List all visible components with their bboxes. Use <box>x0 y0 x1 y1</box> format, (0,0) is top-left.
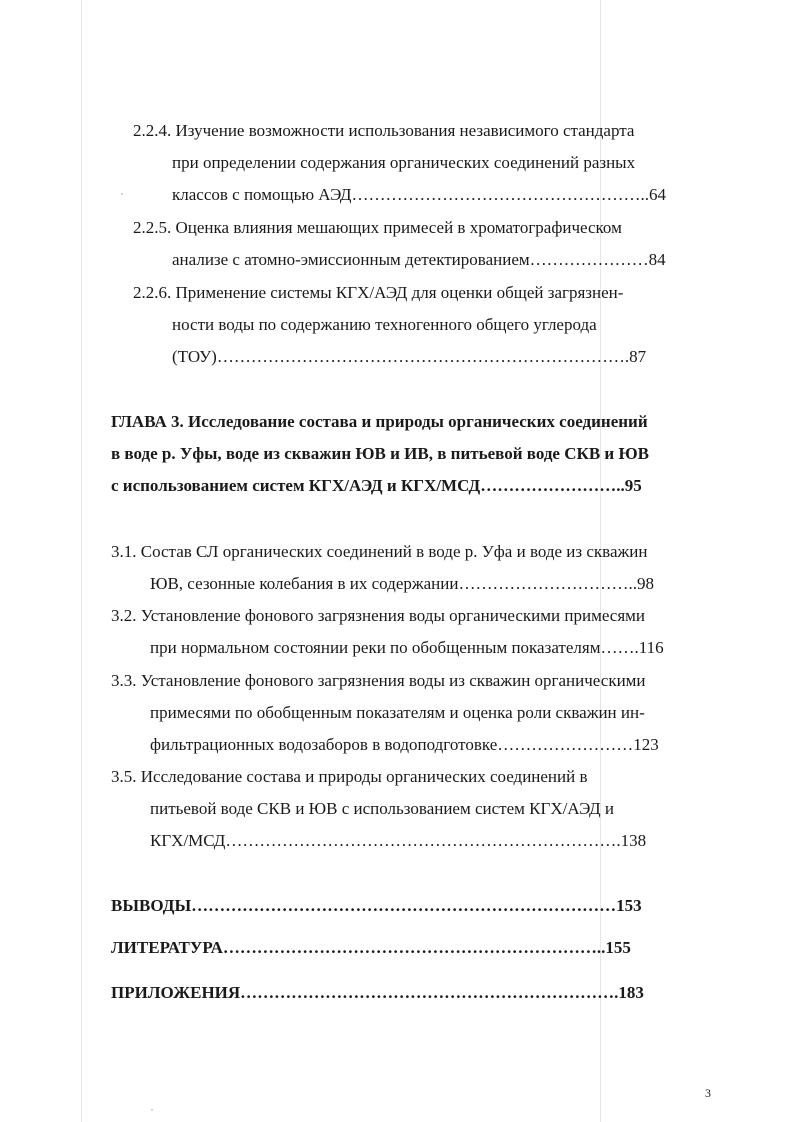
toc-appendices[interactable]: ПРИЛОЖЕНИЯ………………………………………………………….183 <box>111 983 644 1002</box>
toc-literature[interactable]: ЛИТЕРАТУРА…………………………………………………………..155 <box>111 938 631 957</box>
toc-line: фильтрационных водозаборов в водоподготовке……………………123 <box>150 735 659 754</box>
scan-speck <box>121 193 123 195</box>
toc-line: 3.5. Исследование состава и природы органических соединений в <box>111 767 588 786</box>
scan-edge-left <box>81 0 82 1122</box>
toc-line: примесями по обобщенным показателям и оценка роли скважин ин- <box>150 703 645 722</box>
toc-line: 3.3. Установление фонового загрязнения воды из скважин органическими <box>111 671 646 690</box>
toc-line: при определении содержания органических соединений разных <box>172 153 636 172</box>
toc-line: 3.1. Состав СЛ органических соединений в воде р. Уфа и воде из скважин <box>111 542 648 561</box>
toc-line: 3.2. Установление фонового загрязнения воды органическими примесями <box>111 606 646 625</box>
toc-line: анализе с атомно-эмиссионным детектированием…………………84 <box>172 250 666 269</box>
page-number: 3 <box>705 1086 711 1100</box>
toc-line: ЮВ, сезонные колебания в их содержании…………………………..98 <box>150 574 654 593</box>
toc-line: при нормальном состоянии реки по обобщенным показателям…….116 <box>150 638 664 657</box>
toc-line: ности воды по содержанию техногенного общего углерода <box>172 315 597 334</box>
scan-speck <box>151 1109 153 1111</box>
toc-line: КГХ/МСД…………………………………………………………….138 <box>150 831 647 850</box>
toc-line: 2.2.4. Изучение возможности использования независимого стандарта <box>133 121 635 140</box>
toc-conclusions[interactable]: ВЫВОДЫ…………………………………………………………………153 <box>111 896 642 915</box>
toc-line: 2.2.6. Применение системы КГХ/АЭД для оценки общей загрязнен- <box>133 283 624 302</box>
toc-line: питьевой воде СКВ и ЮВ с использованием систем КГХ/АЭД и <box>150 799 614 818</box>
toc-chapter-line <box>111 476 642 496</box>
toc-line: 2.2.5. Оценка влияния мешающих примесей в хроматографическом <box>133 218 622 237</box>
toc-line: (ТОУ)……………………………………………………………….87 <box>172 347 647 366</box>
toc-chapter-title: с использованием систем КГХ/АЭД и КГХ/МСД……………………..95 <box>111 476 642 495</box>
toc-line: классов с помощью АЭД……………………………………………..64 <box>172 185 667 204</box>
toc-chapter-line: ГЛАВА 3. Исследование состава и природы органических соединений <box>111 412 648 431</box>
toc-chapter-line: в воде р. Уфы, воде из скважин ЮВ и ИВ, в питьевой воде СКВ и ЮВ <box>111 444 649 463</box>
